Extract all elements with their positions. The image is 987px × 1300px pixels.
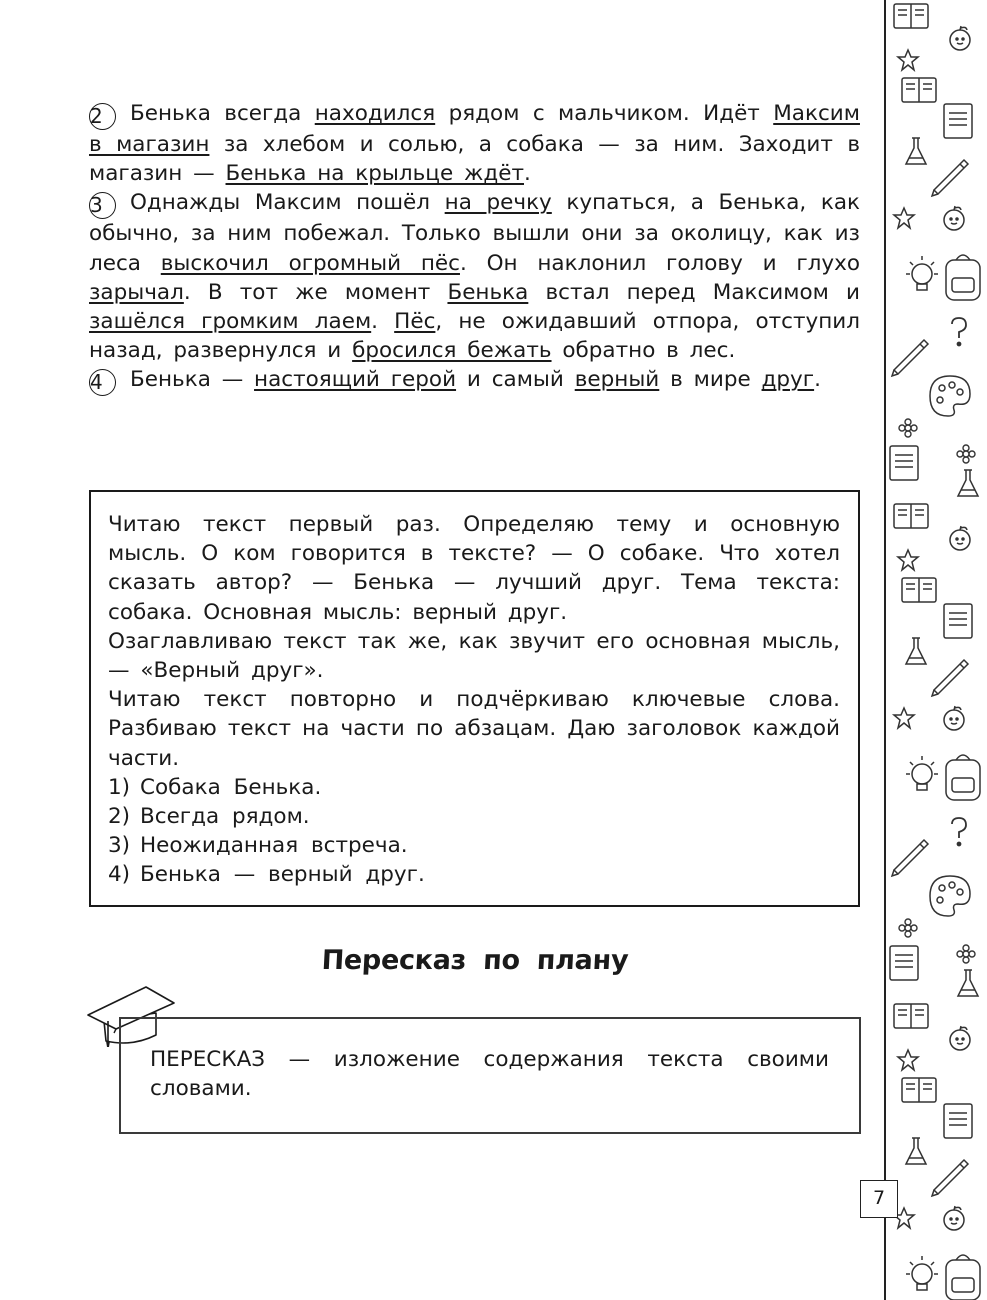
page-number: 7	[860, 1180, 898, 1218]
section-title: Пересказ по плану	[320, 945, 630, 976]
keyword: настоящий герой	[254, 367, 457, 393]
paragraph-number: 4	[89, 369, 116, 396]
paragraph-4: 4 Бенька — настоящий герой и самый верный в мире друг.	[90, 367, 821, 395]
paragraph-3: 3 Однажды Максим пошёл на речку купаться, а Бенька, как обычно, за ним побежал. Только вышли они за околицу, как из леса выскочил огромный пёс. Он наклонил голову и глухо зарычал. В тот же момент Бенька встал перед Максимом и зашёлся громким лаем. Пёс, не ожидавший отпора, отступил назад, развернулся и бросился бежать обратно в лес.	[89, 190, 861, 364]
paragraph-number: 2	[89, 103, 116, 130]
keyword: зарычал	[89, 279, 184, 305]
method-paragraph-2: Озаглавливаю текст так же, как звучит его основная мысль, — «Верный друг».	[108, 628, 840, 684]
method-paragraph-3: Читаю текст повторно и подчёркиваю ключевые слова. Разбиваю текст на части по абзацам. Даю заголовок каждой части.	[108, 687, 840, 771]
keyword: Бенька на крыльце ждёт	[225, 161, 524, 187]
plan-item: 3) Неожиданная встреча.	[108, 833, 408, 859]
keyword: на речку	[444, 190, 552, 216]
plan-item: 4) Бенька — верный друг.	[108, 862, 425, 888]
keyword: бросился бежать	[352, 338, 552, 364]
definition-box	[119, 1017, 861, 1134]
paragraph-2: 2 Бенька всегда находился рядом с мальчиком. Идёт Максим в магазин за хлебом и солью, а собака — за ним. Заходит в магазин — Бенька на крыльце ждёт.	[89, 101, 860, 187]
method-box	[89, 490, 860, 907]
method-paragraph-1: Читаю текст первый раз. Определяю тему и основную мысль. О ком говорится в тексте? — О собаке. Что хотел сказать автор? — Бенька — лучший друг. Тема текста: собака. Основная мысль: верный друг.	[108, 512, 840, 625]
doodles-icon	[886, 0, 987, 1300]
school-doodles-pattern	[884, 0, 987, 1300]
plan-item: 1) Собака Бенька.	[108, 774, 322, 800]
keyword: верный	[574, 367, 660, 393]
keyword: друг	[761, 367, 815, 393]
keyword: выскочил огромный пёс	[160, 250, 460, 276]
definition-text: ПЕРЕСКАЗ — изложение содержания текста своими словами.	[150, 1047, 829, 1102]
paragraph-number: 3	[89, 192, 116, 219]
story-text	[89, 99, 860, 396]
keyword: зашёлся громким лаем	[89, 309, 372, 335]
plan-item: 2) Всегда рядом.	[108, 804, 310, 830]
keyword: Максим в магазин	[89, 101, 860, 157]
keyword: Бенька	[447, 279, 529, 305]
keyword: находился	[314, 101, 436, 126]
keyword: Пёс	[394, 309, 436, 335]
